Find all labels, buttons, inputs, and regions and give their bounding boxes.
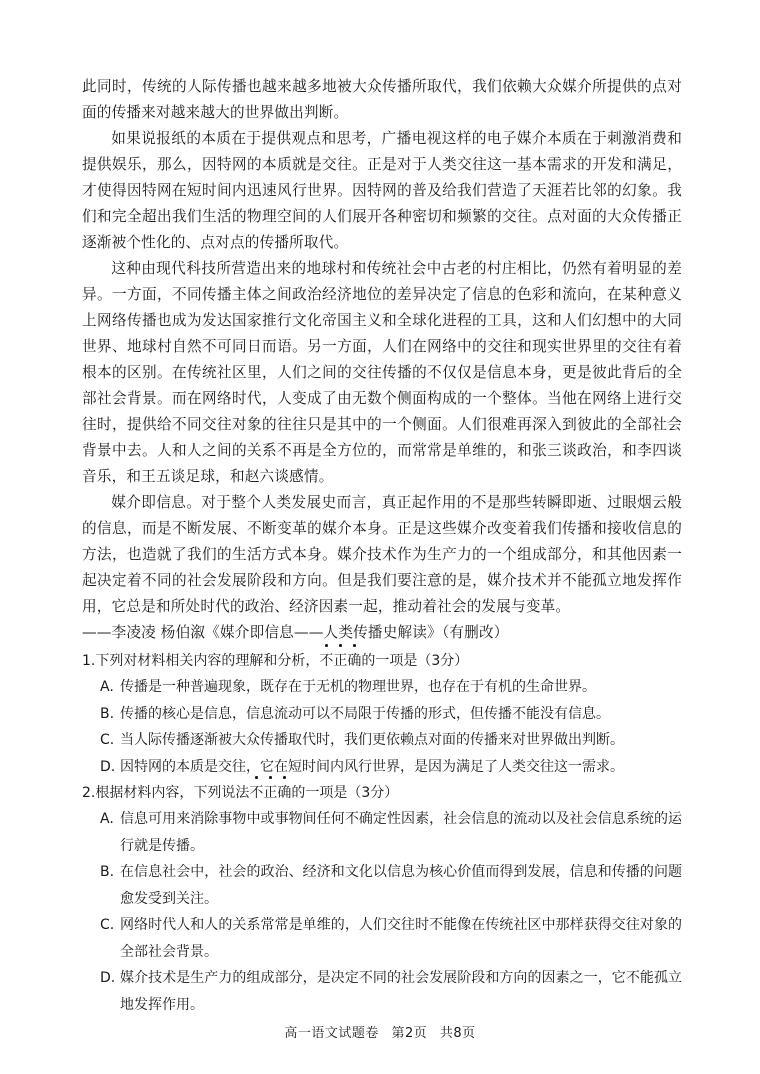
emphasis-char: 确 [277,780,291,806]
question-1-stem [82,648,682,674]
option-text: 网络时代人和人的关系常常是单维的，人们交往时不能像在传统社区中那样获得交往对象的全部社会背景。 [120,917,682,960]
footer-total-pages: 共8页 [439,1026,476,1041]
option-text: 当人际传播逐渐被大众传播取代时，我们更依赖点对面的传播来对世界做出判断。 [120,732,624,748]
option-letter: A. [100,811,114,827]
passage-paragraph-3: 这种由现代科技所营造出来的地球村和传统社会中古老的村庄相比，仍然有着明显的差异。一方面，不同传播主体之间政治经济地位的差异决定了信息的色彩和流向，在某种意义上网络传播也成为发达国家推行文化帝国主义和全球化进程的工具，这和人们幻想中的大同世界、地球村自然不可同日而语。另一方面，人们在网络中的交往和现实世界里的交往有着根本的区别。在传统社区里，人们之间的交往传播的不仅仅是信息本身，更是彼此背后的全部社会背景。而在网络时代，人变成了由无数个侧面构成的一个整体。当他在网络上进行交往时，提供给不同交往对象的往往只是其中的一个侧面。人们很难再深入到彼此的全部社会背景中去。人和人之间的关系不再是全方位的，而常常是单维的，和张三谈政治，和李四谈音乐，和王五谈足球，和赵六谈感情。 [82,260,682,485]
emphasis-char: 确 [347,648,361,674]
question-2-stem-post: 的一项是（3分） [291,785,399,801]
option-text: 传播是一种普遍现象，既存在于无机的物理世界，也存在于有机的生命世界。 [120,679,596,695]
option-letter: B. [100,864,115,880]
emphasis-char: 不 [319,648,333,674]
question-1-option-d [100,754,682,781]
passage-source: ——李凌凌 杨伯溆《媒介即信息——人类传播史解读》（有删改） [82,624,509,641]
question-1-stem-post: 的一项是（3分） [361,653,469,669]
footer-exam-title: 高一语文试题卷 [284,1026,379,1041]
option-text: 信息可用来消除事物中或事物间任何不确定性因素，社会信息的流动以及社会信息系统的运行就是传播。 [120,811,682,854]
option-letter: B. [100,705,115,722]
question-2-stem-emphasis [249,785,291,801]
question-1-option-c [100,727,682,754]
footer-page-number: 第2页 [391,1026,428,1041]
reading-passage [82,74,682,646]
question-2-option-b [100,859,682,912]
question-2-stem-pre: 2.根据材料内容，下列说法 [82,785,250,801]
passage-paragraph-1: 此同时，传统的人际传播也越来越多地被大众传播所取代，我们依赖大众媒介所提供的点对面的传播来对越来越大的世界做出判断。 [82,78,682,121]
question-1-stem-emphasis [319,653,361,669]
question-1-option-a [100,674,682,701]
emphasis-char: 正 [333,648,347,674]
passage-paragraph-2: 如果说报纸的本质在于提供观点和思考，广播电视这样的电子媒介本质在于刺激消费和提供娱乐，那么，因特网的本质就是交往。正是对于人类交往这一基本需求的开发和满足，才使得因特网在短时间内迅速风行世界。因特网的普及给我们营造了天涯若比邻的幻象。我们和完全超出我们生活的物理空间的人们展开各种密切和频繁的交往。点对面的大众传播正逐渐被个性化的、点对点的传播所取代。 [82,130,682,251]
question-2-options [100,806,682,1018]
question-2-option-c [100,912,682,965]
option-letter: A. [100,679,114,695]
question-2-stem [82,780,682,806]
emphasis-char: 正 [263,780,277,806]
option-letter: C. [100,732,115,748]
option-text: 在信息社会中，社会的政治、经济和文化以信息为核心价值而得到发展，信息和传播的问题愈发受到关注。 [120,864,682,907]
option-letter: D. [100,758,116,775]
question-1 [82,648,682,780]
question-1-options [100,674,682,780]
emphasis-char: 不 [249,780,263,806]
question-1-stem-pre: 1.下列对材料相关内容的理解和分析， [82,653,320,669]
option-text: 媒介技术是生产力的组成部分，是决定不同的社会发展阶段和方向的因素之一，它不能孤立地发挥作用。 [120,970,682,1013]
option-text: 因特网的本质是交往，它在短时间内风行世界，是因为满足了人类交往这一需求。 [120,758,624,775]
question-2-option-d [100,965,682,1018]
passage-paragraph-4: 媒介即信息。对于整个人类发展史而言，真正起作用的不是那些转瞬即逝、过眼烟云般的信息，而是不断发展、不断变革的媒介本身。正是这些媒介改变着我们传播和接收信息的方法，也造就了我们的生活方式本身。媒介技术作为生产力的一个组成部分，和其他因素一起决定着不同的社会发展阶段和方向。但是我们要注意的是，媒介技术并不能孤立地发挥作用，它总是和所处时代的政治、经济因素一起，推动着社会的发展与变革。 [82,494,682,615]
question-2-option-a [100,806,682,859]
question-1-option-b [100,701,682,728]
option-letter: C. [100,917,115,933]
exam-page [82,74,682,1018]
page-footer [0,1022,760,1041]
option-letter: D. [100,970,116,986]
option-text: 传播的核心是信息，信息流动可以不局限于传播的形式，但传播不能没有信息。 [120,705,610,722]
question-2 [82,780,682,1018]
question-list [82,648,682,1018]
